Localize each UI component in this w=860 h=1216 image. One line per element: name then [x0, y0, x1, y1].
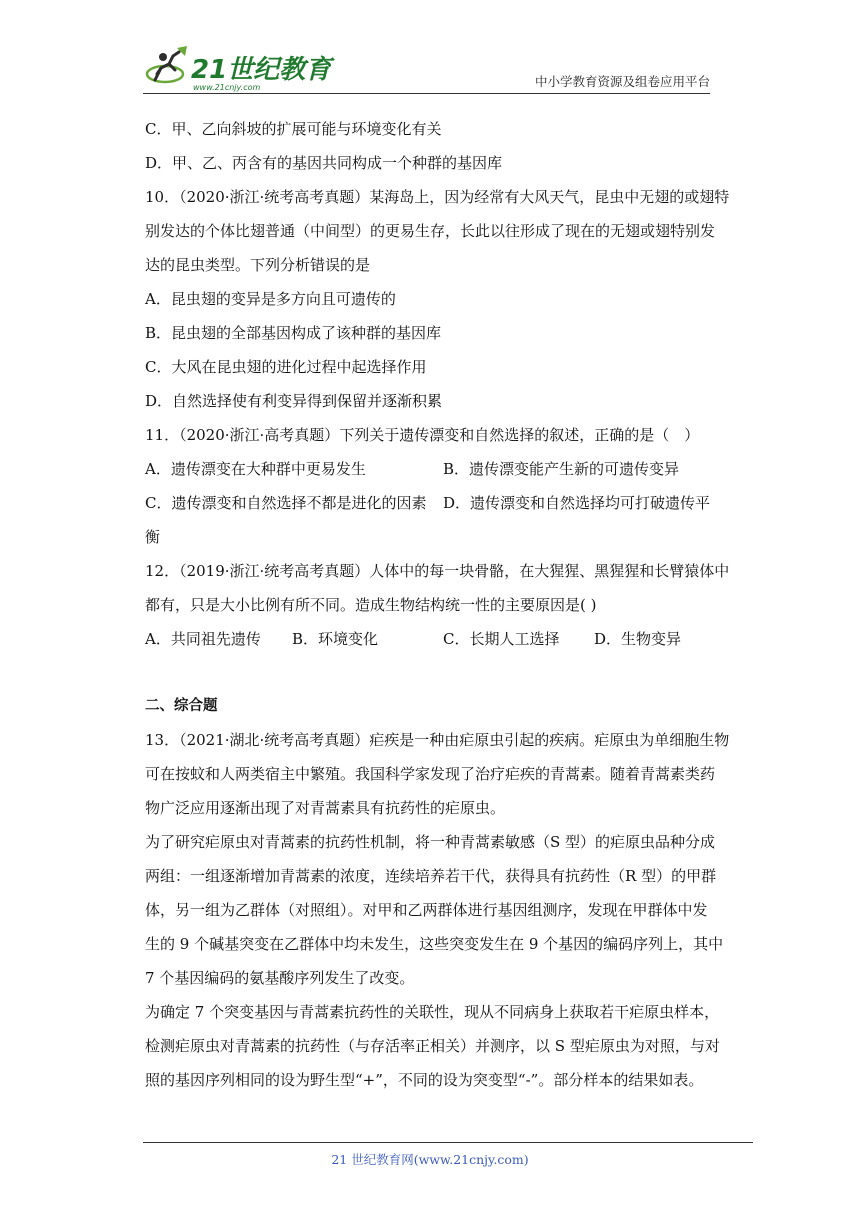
- q13-line-2: 可在按蚊和人两类宿主中繁殖。我国科学家发现了治疗疟疾的青蒿素。随着青蒿素类药: [145, 765, 716, 783]
- header-divider: [143, 93, 710, 94]
- q12-stem-line-1: 12．（2019·浙江·统考高考真题）人体中的每一块骨骼，在大猩猩、黑猩猩和长臂猿体中: [145, 562, 730, 580]
- q13-line-9: 为确定 7 个突变基因与青蒿素抗药性的关联性，现从不同病身上获取若干疟原虫样本，: [145, 1003, 720, 1021]
- q12-option-a: A．共同祖先遗传: [145, 630, 261, 648]
- q10-option-b: B．昆虫翅的全部基因构成了该种群的基因库: [145, 324, 442, 342]
- q12-option-d: D．生物变异: [594, 630, 682, 648]
- q9-option-c: C．甲、乙向斜坡的扩展可能与环境变化有关: [145, 120, 442, 138]
- q11-options-row-1: [145, 452, 720, 486]
- footer-link[interactable]: 21 世纪教育网(www.21cnjy.com): [331, 1152, 529, 1167]
- q10-stem-line-3: 达的昆虫类型。下列分析错误的是: [145, 256, 371, 274]
- q12-options-row: [145, 622, 720, 656]
- q9-option-d: D．甲、乙、丙含有的基因共同构成一个种群的基因库: [145, 154, 503, 172]
- q11-option-c: C．遗传漂变和自然选择不都是进化的因素: [145, 494, 427, 512]
- q10-option-d: D．自然选择使有利变异得到保留并逐渐积累: [145, 392, 443, 410]
- q13-line-4: 为了研究疟原虫对青蒿素的抗药性机制，将一种青蒿素敏感（S 型）的疟原虫品种分成: [145, 833, 716, 851]
- q10-stem-line-1: 10．（2020·浙江·统考高考真题）某海岛上，因为经常有大风天气，昆虫中无翅的或翅特: [145, 188, 730, 206]
- q13-line-11: 照的基因序列相同的设为野生型“+”，不同的设为突变型“-”。部分样本的结果如表。: [145, 1071, 704, 1089]
- q12-option-c: C．长期人工选择: [443, 630, 560, 648]
- q11-option-a: A．遗传漂变在大种群中更易发生: [145, 460, 366, 478]
- q13-line-8: 7 个基因编码的氨基酸序列发生了改变。: [145, 969, 415, 987]
- running-figure-logo-icon: [143, 44, 332, 94]
- document-body: [145, 112, 730, 1097]
- q11-option-d: D．遗传漂变和自然选择均可打破遗传平: [443, 494, 711, 512]
- q10-stem-line-2: 别发达的个体比翅普通（中间型）的更易生存，长此以往形成了现在的无翅或翅特别发: [145, 222, 716, 240]
- site-logo: [143, 44, 332, 94]
- section-title: 二、综合题: [145, 698, 218, 714]
- q13-line-3: 物广泛应用逐渐出现了对青蒿素具有抗药性的疟原虫。: [145, 799, 506, 817]
- q12-stem-line-2: 都有，只是大小比例有所不同。造成生物结构统一性的主要原因是( ): [145, 596, 597, 614]
- q11-option-b: B．遗传漂变能产生新的可遗传变异: [443, 460, 680, 478]
- q13-line-1: 13．（2021·湖北·统考高考真题）疟疾是一种由疟原虫引起的疾病。疟原虫为单细胞生物: [145, 731, 730, 749]
- q11-option-d-continued: 衡: [145, 528, 161, 546]
- logo-text: 21世纪教育: [191, 55, 332, 85]
- q13-line-5: 两组：一组逐渐增加青蒿素的浓度，连续培养若干代，获得具有抗药性（R 型）的甲群: [145, 867, 717, 885]
- q10-option-a: A．昆虫翅的变异是多方向且可遗传的: [145, 290, 396, 308]
- q13-line-7: 生的 9 个碱基突变在乙群体中均未发生，这些突变发生在 9 个基因的编码序列上，其中: [145, 935, 724, 953]
- q12-option-b: B．环境变化: [292, 630, 379, 648]
- q11-options-row-2: [145, 486, 720, 520]
- q13-line-6: 体，另一组为乙群体（对照组）。对甲和乙两群体进行基因组测序，发现在甲群体中发: [145, 901, 708, 919]
- q11-stem: 11．（2020·浙江·高考真题）下列关于遗传漂变和自然选择的叙述，正确的是（ ）: [145, 426, 700, 444]
- logo-url: www.21cnjy.com: [193, 83, 261, 92]
- q10-option-c: C．大风在昆虫翅的进化过程中起选择作用: [145, 358, 427, 376]
- q13-line-10: 检测疟原虫对青蒿素的抗药性（与存活率正相关）并测序，以 S 型疟原虫为对照，与对: [145, 1037, 720, 1055]
- platform-name: 中小学教育资源及组卷应用平台: [534, 74, 710, 89]
- footer-divider: [143, 1142, 753, 1143]
